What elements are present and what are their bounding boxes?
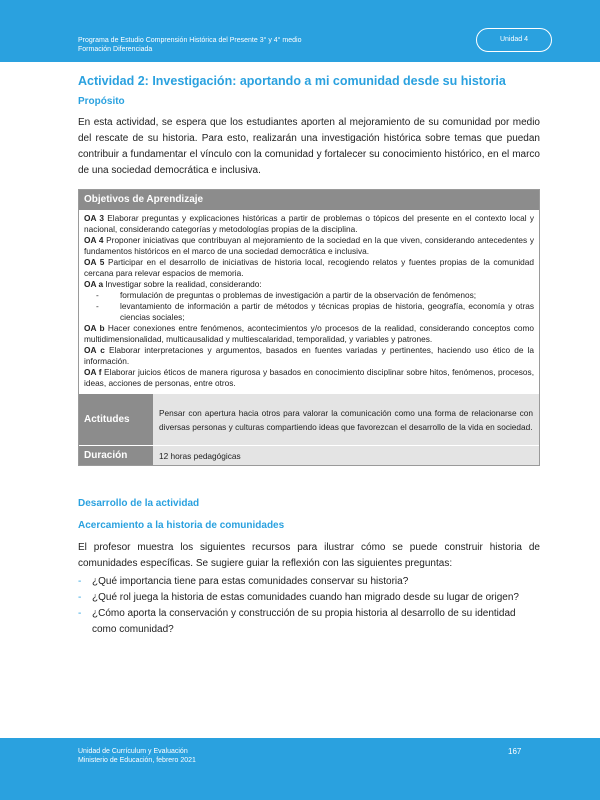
purpose-text: En esta actividad, se espera que los estudiantes aporten al mejoramiento de su comunidad por medio del rescate de su historia. Para esto, realizarán una investigación histórica sobre temas que puedan contribuir a fundamentar el vínculo con la comunidad y fortalecer su conocimiento histórico, en el marco de una sociedad democrática e inclusiva. bbox=[78, 117, 540, 176]
page-footer bbox=[0, 738, 600, 800]
duration-text: 12 horas pedagógicas bbox=[153, 446, 539, 465]
oa-c: OA c Elaborar interpretaciones y argumentos, basados en fuentes variadas y pertinentes, haciendo uso ético de la información. bbox=[84, 345, 534, 366]
list-item: - ¿Qué rol juega la historia de estas comunidades cuando han migrado desde su lugar de origen? bbox=[78, 592, 519, 603]
duration-label: Duración bbox=[79, 446, 153, 465]
approach-text: El profesor muestra los siguientes recursos para ilustrar cómo se puede construir historia de comunidades específicas. Se sugiere guiar la reflexión con las siguientes preguntas: bbox=[78, 542, 540, 569]
unit-badge: Unidad 4 bbox=[476, 28, 552, 52]
oa-f: OA f Elaborar juicios éticos de manera rigurosa y basados en conocimiento disciplinar sobre hitos, fenómenos, procesos, ideas, acciones de personas, entre otros. bbox=[84, 367, 534, 388]
development-heading: Desarrollo de la actividad bbox=[78, 498, 200, 509]
attitudes-label: Actitudes bbox=[79, 394, 153, 445]
objectives-table bbox=[78, 189, 540, 466]
list-item: - ¿Cómo aporta la conservación y construcción de su propia historia al desarrollo de su identidad como comunidad? bbox=[78, 608, 516, 635]
oa-a: OA a Investigar sobre la realidad, considerando: bbox=[84, 279, 262, 289]
oa-a-sub-item: - levantamiento de información a partir de métodos y técnicas propias de historia, geografía, economía y otras ciencias sociales; bbox=[96, 301, 534, 322]
program-title: Programa de Estudio Comprensión Histórica del Presente 3° y 4° medio Formación Diferenciada bbox=[78, 37, 302, 53]
approach-heading: Acercamiento a la historia de comunidades bbox=[78, 520, 285, 531]
objectives-heading: Objetivos de Aprendizaje bbox=[79, 190, 539, 210]
main-content bbox=[78, 73, 540, 638]
attitudes-text: Pensar con apertura hacia otros para valorar la comunicación como una forma de relacionarse con diversas personas y culturas compartiendo ideas que favorezcan el desarrollo de la vida en sociedad. bbox=[153, 394, 539, 445]
list-item: - ¿Qué importancia tiene para estas comunidades conservar su historia? bbox=[78, 576, 409, 587]
question-list bbox=[78, 574, 540, 638]
page-number: 167 bbox=[508, 747, 522, 756]
duration-row bbox=[79, 445, 539, 465]
oa-a-sub-item: - formulación de preguntas o problemas de investigación a partir de la observación de fenómenos; bbox=[96, 290, 477, 300]
oa-3: OA 3 Elaborar preguntas y explicaciones históricas a partir de problemas o tópicos del presente en el contexto local y nacional, considerando categorías y metodologías propias de la disciplina. bbox=[84, 213, 534, 234]
objectives-list bbox=[79, 210, 539, 393]
purpose-heading: Propósito bbox=[78, 96, 125, 107]
oa-4: OA 4 Proponer iniciativas que contribuyan al mejoramiento de la sociedad en la que viven, considerando antecedentes y fundamentos históricos en el marco de una sociedad democrática e inclusiva. bbox=[84, 235, 534, 256]
activity-title: Actividad 2: Investigación: aportando a mi comunidad desde su historia bbox=[78, 74, 506, 88]
attitudes-row bbox=[79, 393, 539, 445]
footer-credits: Unidad de Currículum y Evaluación Ministerio de Educación, febrero 2021 bbox=[78, 748, 196, 764]
oa-b: OA b Hacer conexiones entre fenómenos, acontecimientos y/o procesos de la realidad, considerando conceptos como multidimensionalidad, multicausalidad y multiescalaridad, temporalidad, y variables y patrones. bbox=[84, 323, 534, 344]
page-header bbox=[0, 0, 600, 62]
oa-5: OA 5 Participar en el desarrollo de iniciativas de historia local, recogiendo relatos y fuentes propias de la comunidad cercana para relevar espacios de memoria. bbox=[84, 257, 535, 278]
